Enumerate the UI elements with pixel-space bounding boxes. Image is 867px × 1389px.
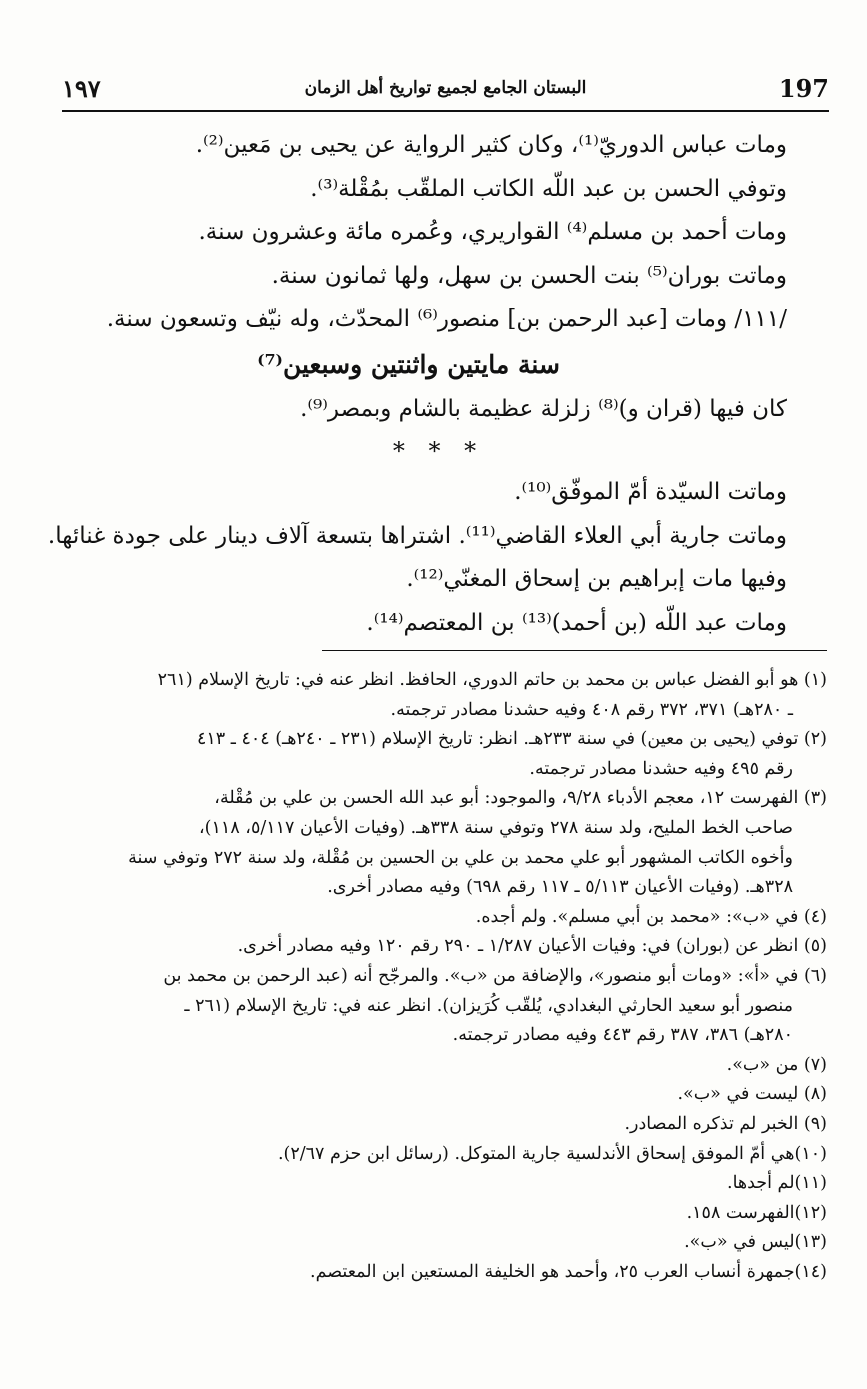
footnote [62, 1199, 827, 1229]
footnote [62, 1228, 827, 1258]
footnote [62, 1110, 827, 1140]
footnote-line: صاحب الخط المليح، ولد سنة ٢٧٨ وتوفي سنة ٣٣٨هـ. (وفيات الأعيان ٥/١١٧، ١١٨)، [199, 817, 793, 838]
text-line: وماتت السيّدة أمّ الموفّق⁽¹⁰⁾. [514, 479, 787, 505]
asterism-divider: * * * [392, 437, 485, 465]
footnote [62, 1169, 827, 1199]
footnote-line: (٢) توفي (يحيى بن معين) في سنة ٢٣٣هـ. انظر: تاريخ الإسلام (٢٣١ ـ ٢٤٠هـ) ٤٠٤ ـ ٤١٣ [197, 729, 827, 750]
running-title: البستان الجامع لجميع تواريخ أهل الزمان [304, 78, 587, 98]
footnote [62, 1080, 827, 1110]
footnote-line: (٤) في «ب»: «محمد بن أبي مسلم». ولم أجده. [475, 906, 827, 927]
footnote-line: (١١)لم أجدها. [727, 1173, 827, 1194]
footnote-line: (١٠)هي أمّ الموفق إسحاق الأندلسية جارية المتوكل. (رسائل ابن حزم ٢/٦٧). [277, 1143, 827, 1164]
page-header [62, 70, 829, 110]
footnote [62, 932, 827, 962]
page-number-arabic: ١٩٧ [62, 74, 101, 103]
footnote [62, 1140, 827, 1170]
footnote [62, 903, 827, 933]
footnote [62, 1051, 827, 1081]
footnote-line: (١٤)جمهرة أنساب العرب ٢٥، وأحمد هو الخليفة المستعين ابن المعتصم. [310, 1261, 827, 1282]
text-line: وفيها مات إبراهيم بن إسحاق المغنّي⁽¹²⁾. [406, 566, 787, 592]
footnote [62, 784, 827, 902]
footnote-line: (١٢)الفهرست ١٥٨. [686, 1202, 827, 1223]
footnote-line: (٩) الخبر لم تذكره المصادر. [624, 1113, 827, 1134]
page-number-latin: 197 [778, 74, 829, 103]
footnote-line: رقم ٤٩٥ وفيه حشدنا مصادر ترجمته. [529, 758, 793, 779]
footnote-line: منصور أبو سعيد الحارثي البغدادي، يُلقّب كُرَيزان). انظر عنه في: تاريخ الإسلام (٢٦١ ـ [184, 995, 793, 1016]
footnote-line: ٣٢٨هـ. (وفيات الأعيان ٥/١١٣ ـ ١١٧ رقم ٦٩٨) وفيه مصادر أخرى. [327, 877, 793, 898]
text-line: ومات عبد اللّه (بن أحمد)⁽¹³⁾ بن المعتصم⁽¹⁴⁾. [366, 609, 787, 636]
footnote-line: (٥) انظر عن (بوران) في: وفيات الأعيان ١/٢٨٧ ـ ٢٩٠ رقم ١٢٠ وفيه مصادر أخرى. [237, 936, 827, 957]
text-line: /١١١/ ومات [عبد الرحمن بن] منصور⁽⁶⁾ المحدّث، وله نيّف وتسعون سنة. [106, 306, 787, 332]
footnote-line: (٣) الفهرست ١٢، معجم الأدباء ٩/٢٨، والموجود: أبو عبد الله الحسن بن علي بن مُقْلة، [214, 788, 827, 809]
text-line: وتوفي الحسن بن عبد اللّه الكاتب الملقّب بمُقْلة⁽³⁾. [310, 175, 787, 202]
footnote [62, 725, 827, 784]
footnote [62, 962, 827, 1051]
footnote-line: (٦) في «أ»: «ومات أبو منصور»، والإضافة من «ب». والمرجّح أنه (عبد الرحمن بن محمد بن [163, 965, 827, 986]
footnote-line: (٧) من «ب». [726, 1054, 827, 1075]
footnote-line: (١) هو أبو الفضل عباس بن محمد بن حاتم الدوري، الحافظ. انظر عنه في: تاريخ الإسلام (٢٦١ [157, 670, 827, 690]
footnote-line: (٨) ليست في «ب». [677, 1084, 827, 1105]
footnote-line: وأخوه الكاتب المشهور أبو علي محمد بن علي بن الحسين بن مُقْلة، ولد سنة ٢٧٢ وتوفي سنة [128, 847, 793, 868]
footnote-line: ٢٨٠هـ) ٣٨٦، ٣٨٧ رقم ٤٤٣ وفيه مصادر ترجمته. [452, 1025, 793, 1046]
section-heading: سنة مايتين واثنتين وسبعين⁽⁷⁾ [257, 349, 560, 379]
header-rule [62, 110, 829, 112]
text-line: ومات أحمد بن مسلم⁽⁴⁾ القواريري، وعُمره مائة وعشرون سنة. [198, 219, 787, 245]
text-line: ومات عباس الدوريّ⁽¹⁾، وكان كثير الرواية عن يحيى بن مَعين⁽²⁾. [195, 132, 787, 158]
main-text [47, 124, 787, 645]
footnote [62, 1258, 827, 1288]
footnote-rule [322, 650, 827, 651]
footnote [62, 666, 827, 725]
footnote-line: ـ ٢٨٠هـ) ٣٧١، ٣٧٢ رقم ٤٠٨ وفيه حشدنا مصادر ترجمته. [390, 699, 793, 720]
text-line: كان فيها (قران و)⁽⁸⁾ زلزلة عظيمة بالشام وبمصر⁽⁹⁾. [300, 395, 787, 422]
footnotes [62, 666, 827, 1287]
footnote-line: (١٣)ليس في «ب». [684, 1232, 827, 1253]
text-line: وماتت جارية أبي العلاء القاضي⁽¹¹⁾. اشتراها بتسعة آلاف دينار على جودة غنائها. [47, 522, 787, 549]
text-line: وماتت بوران⁽⁵⁾ بنت الحسن بن سهل، ولها ثمانون سنة. [271, 262, 787, 289]
